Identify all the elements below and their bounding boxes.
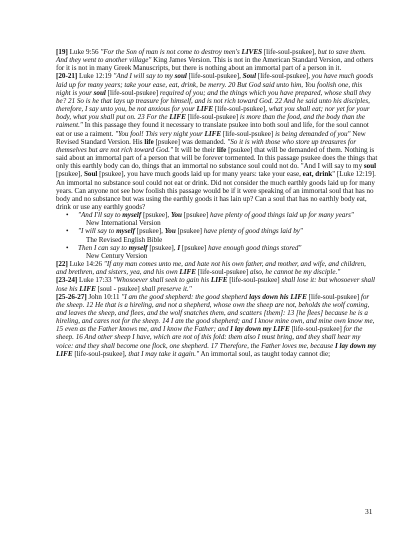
text-run: It will be their — [172, 145, 217, 154]
quote-text — [78, 227, 303, 235]
version-name: The Revised English Bible — [86, 235, 163, 244]
text-run: soul — [93, 88, 106, 97]
text-run: [life-soul-psukee] — [227, 276, 282, 285]
text-run: King James Version. This is not in the American Standard Version, and others for it is not in many Greek Manuscripts, but there is nothing about an immortal part of a person in it. — [56, 56, 374, 73]
paragraph-john-10-11 — [56, 293, 378, 358]
text-run: [life-soul-psukee] — [185, 113, 240, 122]
translation-list — [56, 211, 378, 260]
text-run: shall lose it: but whosoever shall lose his — [56, 276, 376, 293]
text-run: soul — [174, 72, 187, 81]
quote-text — [78, 244, 301, 252]
text-run: [psukee] — [175, 227, 204, 236]
text-run: [life-soul-psukee], — [262, 48, 318, 56]
text-run: [life-soul-psukee] — [221, 129, 276, 138]
text-run: life — [216, 145, 227, 154]
paragraph-luke-14-26 — [56, 260, 378, 276]
text-run: myself — [128, 243, 148, 252]
text-run: [25-26-27] — [56, 292, 87, 301]
version-name: New Century Version — [86, 251, 148, 260]
text-run: "I will say to — [78, 227, 117, 236]
text-run: [life-soul-psukee] — [306, 292, 361, 301]
text-run: [psukee] — [182, 211, 210, 220]
text-run: have plenty of good things laid by" — [203, 227, 303, 236]
text-run: LIFE — [204, 129, 222, 138]
text-run: have plenty of good things laid up for many years" — [210, 211, 354, 220]
text-run: "You fool! This very night your — [115, 129, 205, 138]
text-run: Then I can say to — [78, 243, 129, 252]
text-run: In this passage they found it necessary to translate psukee into both soul and life, for the soul cannot eat or use a raiment. — [56, 121, 369, 138]
text-run: is being demanded of you" — [275, 129, 351, 138]
text-run: "For the Son of man is not come to destroy men's — [100, 48, 242, 56]
text-run: LIFE — [169, 113, 186, 122]
text-run: Luke 17:33 — [77, 276, 114, 285]
text-run: LIFE — [210, 276, 228, 285]
text-run: [psukee], you have much goods laid up for many years: take your ease, — [97, 170, 303, 179]
text-run: [psukee], — [147, 243, 178, 252]
text-run: [psukee] was demanded. — [153, 137, 228, 146]
text-run: LIFE — [179, 268, 196, 277]
text-run: LIFE — [79, 284, 96, 293]
text-run: John 10:11 — [86, 292, 122, 301]
text-run: also, he cannot be my disciple." — [249, 268, 341, 277]
text-run: Luke 12:19 — [77, 72, 114, 81]
text-run: [psukee], — [56, 170, 84, 179]
list-item — [78, 227, 378, 243]
text-run: myself — [116, 227, 135, 236]
list-item — [78, 211, 378, 227]
text-run: required of you; and the things which you have prepared, whose shall they be? 21 So is he that lays up treasure for himself, and is not rich toward God. 22 And he said unto his disciples, therefore, I say unto you, be not anxious for your — [56, 88, 371, 114]
paragraph-luke-17-33 — [56, 276, 378, 292]
text-run: Soul — [242, 72, 257, 81]
text-run: eat, drink — [302, 170, 333, 179]
text-run: [psukee] that will be demanded of them. Nothing is said about an immortal part of a person that will be forever tormented. In this passage psukee does the things that only this earthly body can do, things that an immortal no substance soul could not do. "And I will say to my — [56, 145, 378, 171]
text-run: that I may take it again." — [128, 349, 200, 358]
text-run: [20-21] — [56, 72, 78, 81]
text-run: "I am the good shepherd: the good shepherd — [121, 292, 250, 301]
text-run: [life-soul-psukee], — [256, 72, 312, 81]
text-run: [23-24] — [56, 276, 78, 285]
list-item — [78, 244, 378, 260]
text-run: [soul - psukee] — [95, 284, 142, 293]
text-run: "Whosoever shall seek to gain his — [113, 276, 211, 285]
version-name: New International Version — [86, 219, 161, 228]
paragraph-luke-9-56 — [56, 48, 378, 72]
text-run: [psukee], — [141, 211, 171, 220]
text-run: for the sheep. 12 He that is a hireling, and not a shepherd, whose own the sheep are not, beholds the wolf coming, and leaves the sheep, and flees, and the wolf snatches them, and scatters [them]: 13 [he flees] because he is a hireling, and cares not for the sheep. 14 I am the good shepherd; and I know mine own, and mine own know me, 15 even as the Father knows me, and I know the Father; and — [56, 292, 375, 334]
text-run: shall preserve it." — [141, 284, 192, 293]
text-run: soul — [363, 162, 377, 171]
text-run: but to save them. And they went to another village" — [56, 48, 366, 65]
text-run: have enough good things stored" — [208, 243, 302, 252]
text-run: New Revised Standard Version. His — [56, 129, 366, 146]
text-run: what you shall eat; nor yet for your body, what you shall put on. 23 For the — [56, 105, 370, 122]
text-run: [life-soul-psukee], — [213, 105, 269, 114]
text-run: [19] — [56, 48, 68, 56]
text-run: myself — [122, 211, 142, 220]
text-run: "If any man comes unto me, and hate not his own father, and mother, and wife, and children, and brethren, and sisters, yea, and his own — [56, 260, 366, 277]
text-run: You — [164, 227, 176, 236]
text-run: [psukee], — [134, 227, 165, 236]
text-run: [life-soul-psukee], — [72, 349, 129, 358]
text-run: I — [177, 243, 181, 252]
page-number: 31 — [365, 507, 373, 516]
body-text — [56, 48, 378, 358]
text-run: An immortal soul, as taught today cannot die; — [199, 349, 331, 358]
text-run: [life-soul-psukee] — [105, 88, 160, 97]
text-run: Luke 9:56 — [67, 48, 101, 56]
text-run: [life-soul-psukee], — [186, 72, 243, 81]
text-run: Soul — [83, 170, 98, 179]
text-run: You — [170, 211, 183, 220]
text-run: "So it is with those who store up treasures for themselves but are not rich toward God." — [56, 137, 357, 154]
text-run: you have much goods laid up for many years; take your ease, eat, drink, be merry. 20 But God said unto him, You foolish one, this night is your — [56, 72, 374, 97]
text-run: " [Luke 12:19]. An immortal no substance soul could not eat or drink. Did not consider the much earthly goods laid up for many years. Can anyone not see how foolish this passage would be if it were speaking of an immortal soul that has no body and no substance but was using the earthly goods it has lain up? Can a soul that has no earthly body eat, drink or use any earthly goods? — [56, 170, 376, 211]
text-run: lays down his LIFE — [249, 292, 307, 301]
paragraph-luke-12-19 — [56, 72, 378, 211]
text-run: I lay down my LIFE — [230, 325, 290, 334]
text-run: [life-soul-psukee] — [195, 268, 250, 277]
text-run: [22] — [56, 260, 68, 269]
text-run: "And I will say to my — [113, 72, 175, 81]
text-run: "And I'll say to — [78, 211, 123, 220]
text-run: [life-soul-psukee] — [289, 325, 344, 334]
text-run: [psukee] — [180, 243, 209, 252]
quote-text — [78, 211, 354, 219]
text-run: LIFE — [196, 105, 214, 114]
text-run: Luke 14:26 — [67, 260, 104, 269]
text-run: for the sheep. 16 And other sheep I have, which are not of this fold: them also I must bring, and they shall hear my voice: and they shall become one flock, one shepherd. 17 Therefore, the Father loves me, because — [56, 325, 363, 350]
text-run: is more than the food, and the body than the raiment." — [56, 113, 365, 130]
text-run: LIVES — [241, 48, 263, 56]
text-run: I lay down my LIFE — [56, 341, 377, 358]
text-run: life — [144, 137, 154, 146]
